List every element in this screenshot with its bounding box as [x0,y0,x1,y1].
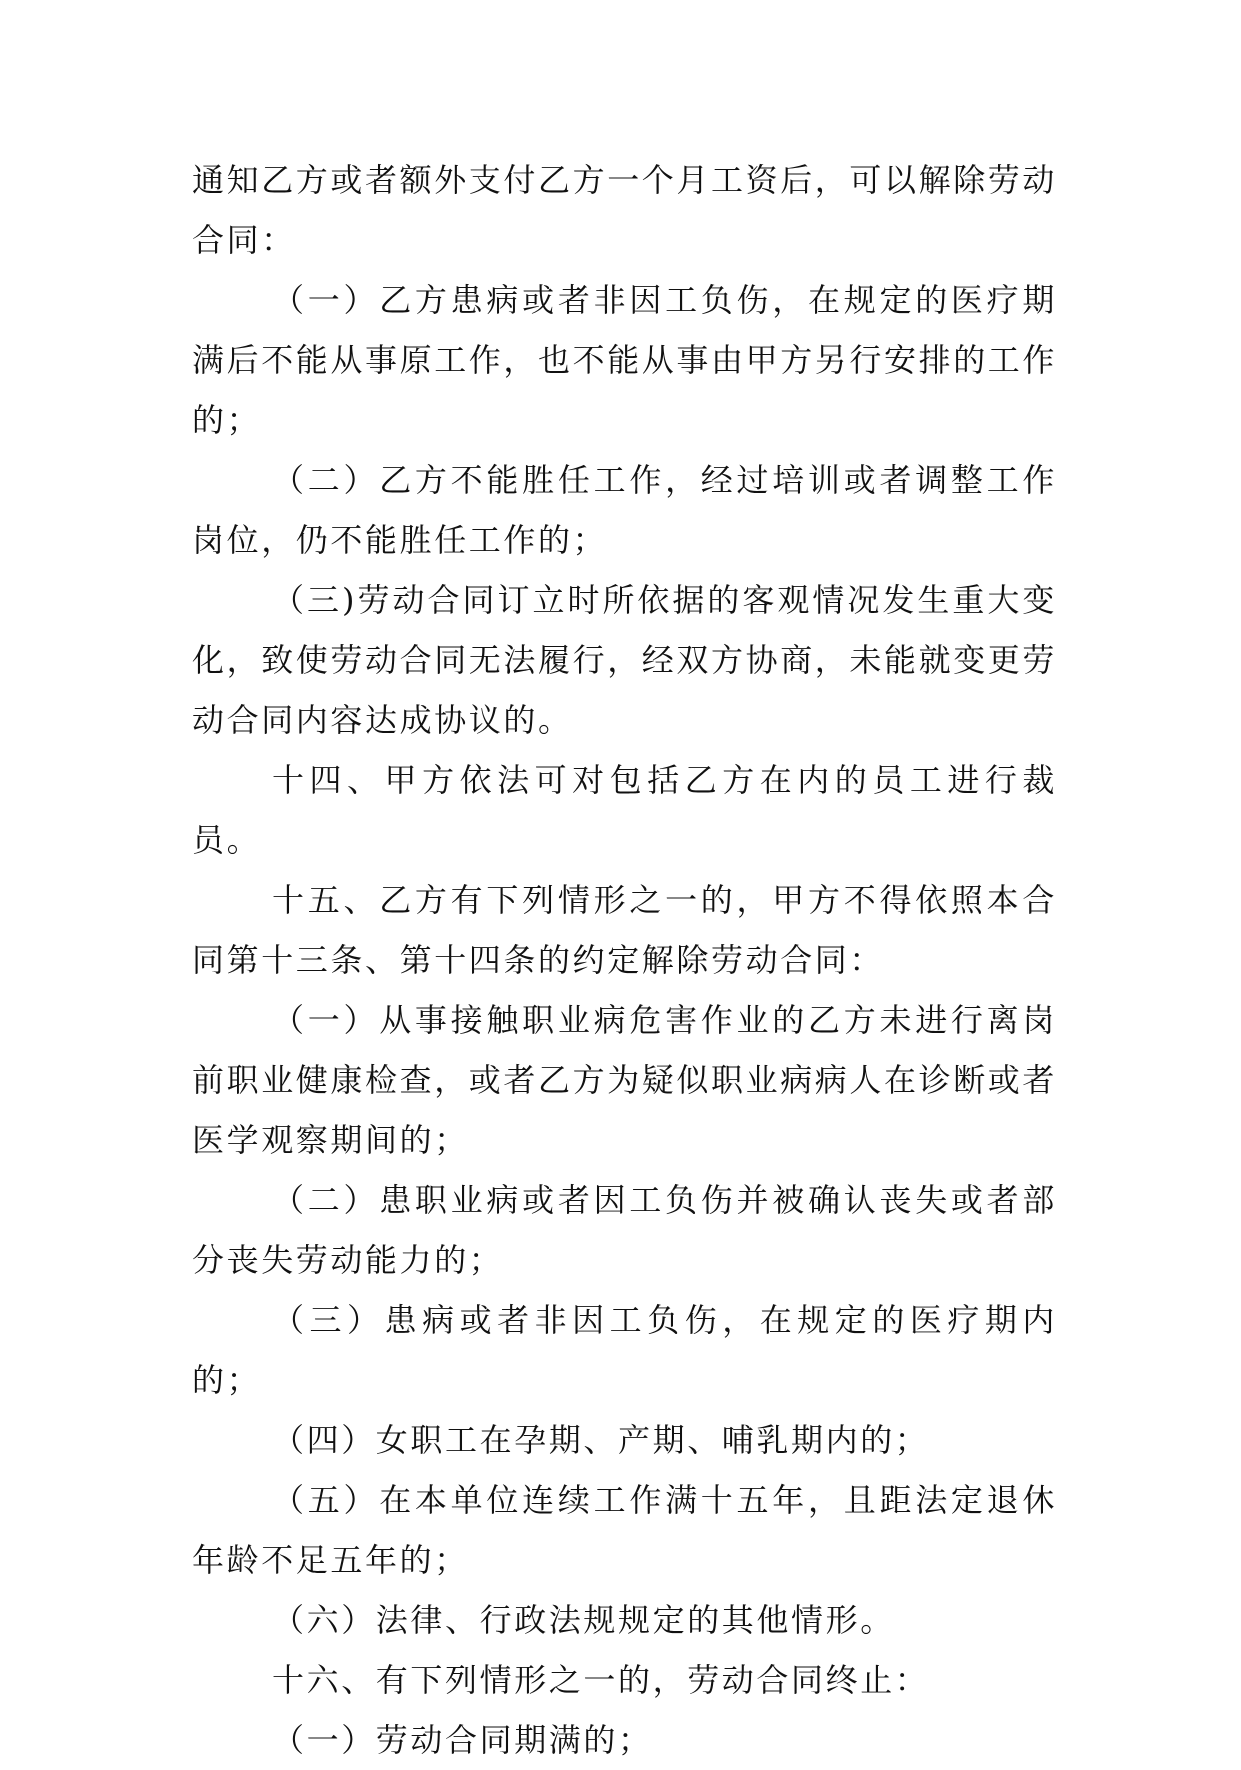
paragraph-article-15: 十五、乙方有下列情形之一的，甲方不得依照本合同第十三条、第十四条的约定解除劳动合同： [192,881,1057,979]
paragraph-clause-15-2: （二）患职业病或者因工负伤并被确认丧失或者部分丧失劳动能力的； [192,1181,1057,1279]
paragraph-clause-15-6: （六）法律、行政法规规定的其他情形。 [272,1601,895,1639]
paragraph-article-14: 十四、甲方依法可对包括乙方在内的员工进行裁员。 [192,761,1057,859]
paragraph-clause-15-1: （一）从事接触职业病危害作业的乙方未进行离岗前职业健康检查，或者乙方为疑似职业病病人在诊断或者医学观察期间的； [192,1001,1058,1159]
paragraph-clause-15-3: （三）患病或者非因工负伤，在规定的医疗期内的； [192,1301,1057,1399]
paragraph-clause-13-3: （三)劳动合同订立时所依据的客观情况发生重大变化，致使劳动合同无法履行，经双方协商，未能就变更劳动合同内容达成协议的。 [192,581,1058,739]
paragraph-clause-13-2: （二）乙方不能胜任工作，经过培训或者调整工作岗位，仍不能胜任工作的； [192,461,1057,559]
paragraph-clause-13-1: （一）乙方患病或者非因工负伤，在规定的医疗期满后不能从事原工作，也不能从事由甲方另行安排的工作的； [192,281,1058,439]
paragraph-clause-16-1: （一）劳动合同期满的； [272,1721,653,1759]
document-page [192,150,1057,1770]
paragraph-clause-15-4: （四）女职工在孕期、产期、哺乳期内的； [272,1421,930,1459]
paragraph-clause-15-5: （五）在本单位连续工作满十五年，且距法定退休年龄不足五年的； [192,1481,1057,1579]
paragraph-article-16: 十六、有下列情形之一的，劳动合同终止： [272,1661,930,1699]
paragraph-continuation: 通知乙方或者额外支付乙方一个月工资后，可以解除劳动合同： [192,161,1058,259]
